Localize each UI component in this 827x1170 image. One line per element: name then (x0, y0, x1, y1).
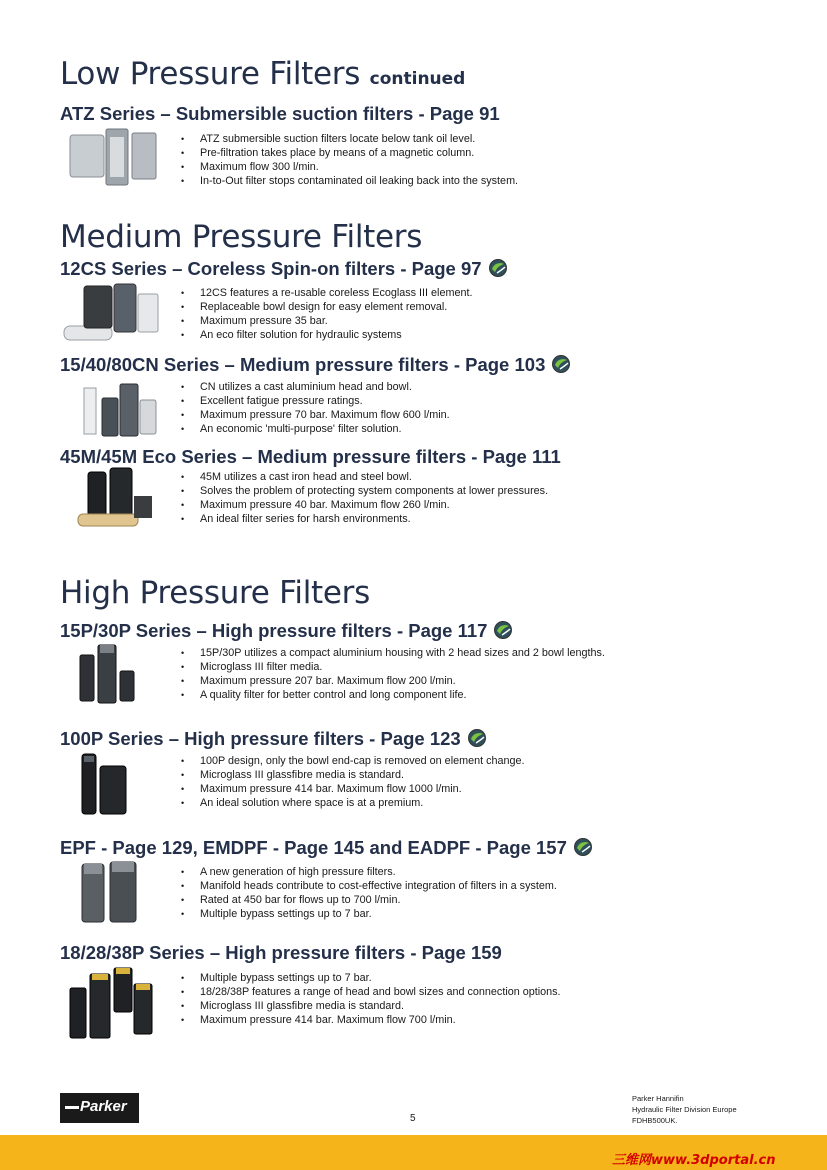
list-item: • ATZ submersible suction filters locate below tank oil level. (181, 132, 518, 146)
list-item: • Maximum pressure 207 bar. Maximum flow 200 l/min. (181, 674, 605, 688)
epf-filter-image (80, 860, 140, 926)
list-item: • 15P/30P utilizes a compact aluminium housing with 2 head sizes and 2 bowl lengths. (181, 646, 605, 660)
list-item: • Manifold heads contribute to cost-effective integration of filters in a system. (181, 879, 557, 893)
15p-filter-image (78, 643, 138, 707)
list-item: • Multiple bypass settings up to 7 bar. (181, 971, 561, 985)
list-item: • 18/28/38P features a range of head and bowl sizes and connection options. (181, 985, 561, 999)
list-item: • 12CS features a re-usable coreless Ecoglass III element. (181, 286, 472, 300)
product-title-atz: ATZ Series – Submersible suction filters - Page 91 (60, 103, 500, 124)
eco-icon (573, 837, 593, 857)
list-item: • Maximum pressure 70 bar. Maximum flow 600 l/min. (181, 408, 450, 422)
product-title-epf: EPF - Page 129, EMDPF - Page 145 and EADPF - Page 157 (60, 837, 593, 859)
18p-filter-image (66, 966, 156, 1044)
product-title-15p: 15P/30P Series – High pressure filters - Page 117 (60, 620, 513, 642)
list-item: • Maximum pressure 35 bar. (181, 314, 472, 328)
list-item: • Microglass III filter media. (181, 660, 605, 674)
45m-bullets (181, 470, 548, 526)
list-item: • An ideal solution where space is at a premium. (181, 796, 525, 810)
45m-filter-image (74, 466, 158, 530)
eco-icon (488, 258, 508, 278)
section-title-medium-pressure: Medium Pressure Filters (60, 219, 423, 255)
section-title-low-pressure: Low Pressure Filters continued (60, 56, 466, 92)
15p-bullets (181, 646, 605, 702)
list-item: • An eco filter solution for hydraulic systems (181, 328, 472, 342)
product-title-45m: 45M/45M Eco Series – Medium pressure filters - Page 111 (60, 446, 561, 467)
list-item: • In-to-Out filter stops contaminated oil leaking back into the system. (181, 174, 518, 188)
eco-icon (493, 620, 513, 640)
eco-icon (467, 728, 487, 748)
parker-logo: Parker (60, 1093, 139, 1123)
list-item: • An ideal filter series for harsh environments. (181, 512, 548, 526)
cn-filter-image (82, 378, 160, 440)
atz-bullets (181, 132, 518, 188)
list-item: • A quality filter for better control and long component life. (181, 688, 605, 702)
list-item: • Replaceable bowl design for easy element removal. (181, 300, 472, 314)
epf-bullets (181, 865, 557, 921)
12cs-filter-image (62, 282, 162, 344)
list-item: • An economic 'multi-purpose' filter solution. (181, 422, 450, 436)
company-info: Parker Hannifin Hydraulic Filter Division Europe FDHB500UK. (632, 1094, 737, 1125)
eco-icon (551, 354, 571, 374)
list-item: • Microglass III glassfibre media is standard. (181, 768, 525, 782)
list-item: • Maximum flow 300 l/min. (181, 160, 518, 174)
list-item: • CN utilizes a cast aluminium head and bowl. (181, 380, 450, 394)
product-title-100p: 100P Series – High pressure filters - Page 123 (60, 728, 487, 750)
list-item: • Maximum pressure 414 bar. Maximum flow 700 l/min. (181, 1013, 561, 1027)
list-item: • Maximum pressure 414 bar. Maximum flow 1000 l/min. (181, 782, 525, 796)
list-item: • A new generation of high pressure filters. (181, 865, 557, 879)
product-title-18p: 18/28/38P Series – High pressure filters - Page 159 (60, 942, 502, 963)
cn-bullets (181, 380, 450, 436)
list-item: • Maximum pressure 40 bar. Maximum flow 260 l/min. (181, 498, 548, 512)
section-title-high-pressure: High Pressure Filters (60, 575, 370, 611)
12cs-bullets (181, 286, 472, 342)
list-item: • Solves the problem of protecting system components at lower pressures. (181, 484, 548, 498)
list-item: • Rated at 450 bar for flows up to 700 l/min. (181, 893, 557, 907)
product-title-12cs: 12CS Series – Coreless Spin-on filters - Page 97 (60, 258, 508, 280)
product-title-cn: 15/40/80CN Series – Medium pressure filters - Page 103 (60, 354, 571, 376)
100p-filter-image (80, 752, 130, 818)
100p-bullets (181, 754, 525, 810)
list-item: • 100P design, only the bowl end-cap is removed on element change. (181, 754, 525, 768)
watermark: 三维网www.3dportal.cn (612, 1153, 776, 1168)
list-item: • Excellent fatigue pressure ratings. (181, 394, 450, 408)
list-item: • Microglass III glassfibre media is standard. (181, 999, 561, 1013)
18p-bullets (181, 971, 561, 1027)
list-item: • Pre-filtration takes place by means of a magnetic column. (181, 146, 518, 160)
atz-filter-image (66, 127, 162, 189)
page-number: 5 (410, 1113, 416, 1124)
list-item: • 45M utilizes a cast iron head and steel bowl. (181, 470, 548, 484)
list-item: • Multiple bypass settings up to 7 bar. (181, 907, 557, 921)
